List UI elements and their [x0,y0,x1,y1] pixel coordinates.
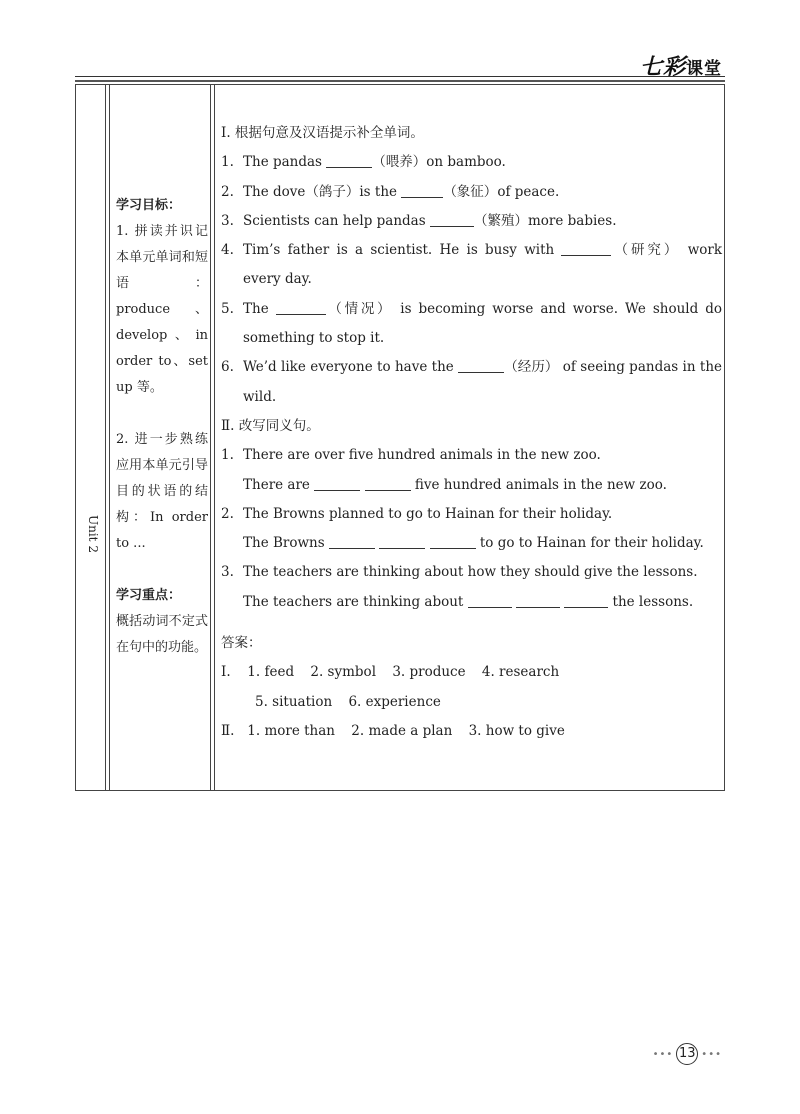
s1-item-2: 2. The dove（鸽子）is the （象征）of peace. [221,183,560,200]
s2-item-2-rewrite: The Browns to go to Hainan for their holiday. [243,535,704,552]
answers-s1-line1: Ⅰ. 1. feed 2. symbol 3. produce 4. research [221,664,560,681]
learning-goals [116,193,208,661]
page-number-ornament: ••• [701,1049,722,1060]
answer-blank[interactable] [516,593,560,608]
answer-blank[interactable] [401,183,443,198]
answer-blank[interactable] [379,534,425,549]
key-heading: 学习重点： [116,588,182,603]
s2-item-1-rewrite: There are five hundred animals in the new zoo. [243,476,667,493]
header-rule-thick [75,80,725,82]
s1-item-6: 6. We’d like everyone to have the （经历） of seeing pandas in the [221,359,723,376]
s2-item-2: 2. The Browns planned to go to Hainan for their holiday. [221,505,613,522]
answer-blank[interactable] [365,476,411,491]
answer-blank[interactable] [430,212,474,227]
page-number-ornament: ••• [652,1049,674,1060]
answer-heading: 答案： [221,635,262,652]
key-text: 概括动词不定式在句中的功能。 [116,614,208,655]
s1-item-3: 3. Scientists can help pandas （繁殖）more babies. [221,212,617,229]
section2-title: Ⅱ. 改写同义句。 [221,417,320,434]
goal-2: 2. 进一步熟练应用本单元引导目的状语的结构：In order to ... [116,432,208,551]
s2-item-3: 3. The teachers are thinking about how they should give the lessons. [221,564,698,581]
goals-column-inner-rule [210,85,211,790]
brand-logo-sub: 课堂 [686,59,722,79]
s1-item-6-cont: wild. [243,388,277,405]
s1-item-4: 4. Tim’s father is a scientist. He is busy with （研究） work [221,242,723,259]
s1-item-5-cont: something to stop it. [243,330,385,347]
unit-column [76,85,110,790]
answer-key [221,629,722,746]
s1-item-5: 5. The （情况） is becoming worse and worse. We should do [221,300,722,317]
page-number-value: 13 [676,1043,698,1065]
answer-blank[interactable] [276,300,326,315]
header-rule [75,76,725,77]
s1-item-1: 1. The pandas （喂养）on bamboo. [221,154,506,171]
goals-column [110,85,215,790]
brand-logo-main: 七彩 [639,55,686,80]
unit-label: Unit 2 [86,515,100,553]
s2-item-1: 1. There are over five hundred animals in the new zoo. [221,447,601,464]
answer-blank[interactable] [458,358,504,373]
page-number [653,1043,722,1065]
answer-blank[interactable] [314,476,360,491]
answer-blank[interactable] [564,593,608,608]
answer-blank[interactable] [468,593,512,608]
unit-column-inner-rule [105,85,106,790]
answers-s2: Ⅱ. 1. more than 2. made a plan 3. how to give [221,722,565,739]
s1-item-4-cont: every day. [243,271,312,288]
lesson-table [75,84,725,791]
answer-blank[interactable] [329,534,375,549]
answers-s1-line2: 5. situation 6. experience [255,693,441,710]
exercise-content [221,119,722,746]
answer-blank[interactable] [326,153,372,168]
goal-1: 1. 拼读并识记本单元单词和短语：produce、develop、in order to、set up 等。 [116,224,208,395]
answer-blank[interactable] [430,534,476,549]
goal-heading: 学习目标： [116,198,182,213]
answer-blank[interactable] [561,241,611,256]
exercise-column [215,85,724,790]
s2-item-3-rewrite: The teachers are thinking about the lessons. [243,593,694,610]
section1-title: Ⅰ. 根据句意及汉语提示补全单词。 [221,125,424,141]
